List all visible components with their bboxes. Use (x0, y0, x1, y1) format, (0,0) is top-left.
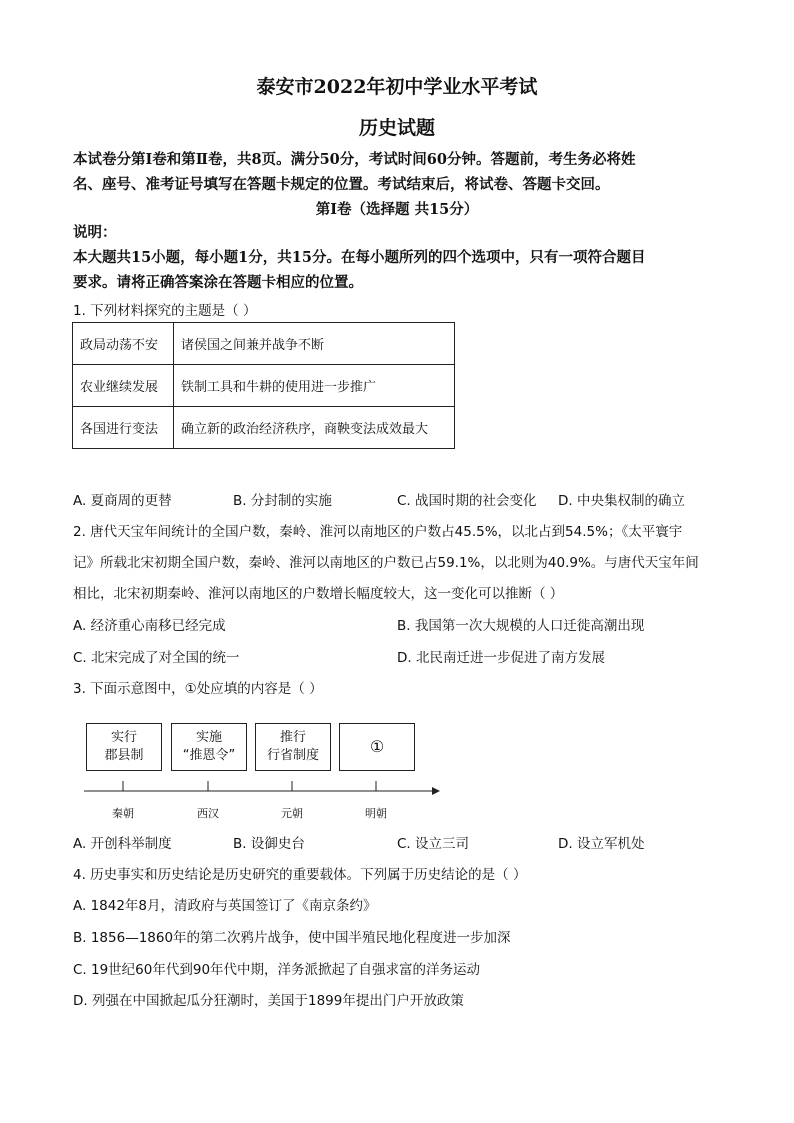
question-1-option-d[interactable]: D. 中央集权制的确立 (558, 493, 685, 509)
timeline-box-line: 实施 (195, 730, 222, 745)
question-4-option-c[interactable]: C. 19世纪60年代到90年代中期，洋务派掀起了自强求富的洋务运动 (73, 962, 481, 978)
timeline-box-line: 郡县制 (104, 748, 144, 763)
timeline-box-line: “推恩令” (182, 748, 236, 763)
note-label: 说明： (73, 224, 117, 241)
question-1-option-c[interactable]: C. 战国时期的社会变化 (397, 493, 537, 509)
timeline-era-label: 西汉 (197, 807, 219, 820)
question-2-option-b[interactable]: B. 我国第一次大规模的人口迁徙高潮出现 (397, 618, 645, 634)
timeline-era-label: 秦朝 (112, 807, 134, 820)
table-row (73, 407, 455, 449)
question-2-option-a[interactable]: A. 经济重心南移已经完成 (73, 618, 226, 634)
question-4-option-a[interactable]: A. 1842年8月，清政府与英国签订了《南京条约》 (73, 898, 377, 914)
timeline-box-line: ① (369, 737, 385, 756)
section-title: 第Ⅰ卷（选择题 共15分） (315, 201, 479, 218)
question-3-option-b[interactable]: B. 设御史台 (233, 836, 305, 852)
question-2-option-d[interactable]: D. 北民南迁进一步促进了南方发展 (397, 650, 605, 666)
question-3-option-c[interactable]: C. 设立三司 (397, 836, 470, 852)
timeline-era-label: 元朝 (281, 807, 303, 820)
timeline-box-line: 推行 (279, 730, 306, 745)
question-2-line-1: 2. 唐代天宝年间统计的全国户数，秦岭、淮河以南地区的户数占45.5%，以北占到54.5%；《太平寰宇 (73, 524, 683, 540)
question-3-stem: 3. 下面示意图中，①处应填的内容是（ ） (73, 681, 323, 697)
exam-subject-title: 历史试题 (358, 117, 435, 139)
question-4-stem: 4. 历史事实和历史结论是历史研究的重要载体。下列属于历史结论的是（ ） (73, 867, 527, 883)
question-1-stem: 1. 下列材料探究的主题是（ ） (73, 303, 257, 319)
table-cell: 各国进行变法 (73, 407, 174, 449)
question-1-option-b[interactable]: B. 分封制的实施 (233, 493, 332, 509)
question-1-material-table (72, 322, 455, 449)
table-row (73, 365, 455, 407)
timeline-box-line: 实行 (110, 730, 137, 745)
question-3-option-d[interactable]: D. 设立军机处 (558, 836, 645, 852)
table-cell: 政局动荡不安 (73, 323, 174, 365)
question-2-option-c[interactable]: C. 北宋完成了对全国的统一 (73, 650, 240, 666)
question-2-line-2: 记》所载北宋初期全国户数，秦岭、淮河以南地区的户数已占59.1%，以北则为40.9%。与唐代天宝年间 (73, 555, 699, 571)
question-1-option-a[interactable]: A. 夏商周的更替 (73, 493, 172, 509)
question-2-line-3: 相比，北宋初期秦岭、淮河以南地区的户数增长幅度较大，这一变化可以推断（ ） (73, 586, 564, 602)
question-4-option-d[interactable]: D. 列强在中国掀起瓜分狂潮时，美国于1899年提出门户开放政策 (73, 993, 464, 1009)
question-3-timeline-diagram (70, 715, 440, 825)
timeline-era-label: 明朝 (365, 807, 387, 820)
exam-title: 泰安市2022年初中学业水平考试 (256, 76, 538, 98)
intro-line-1: 本试卷分第Ⅰ卷和第Ⅱ卷，共8页。满分50分，考试时间60分钟。答题前，考生务必将姓 (73, 151, 636, 168)
note-line-2: 要求。请将正确答案涂在答题卡相应的位置。 (73, 274, 363, 291)
question-4-option-b[interactable]: B. 1856—1860年的第二次鸦片战争，使中国半殖民地化程度进一步加深 (73, 930, 511, 946)
timeline-box-line: 行省制度 (266, 748, 319, 763)
question-3-option-a[interactable]: A. 开创科举制度 (73, 836, 172, 852)
table-cell: 诸侯国之间兼并战争不断 (174, 323, 455, 365)
table-cell: 铁制工具和牛耕的使用进一步推广 (174, 365, 455, 407)
table-cell: 确立新的政治经济秩序，商鞅变法成效最大 (174, 407, 455, 449)
note-line-1: 本大题共15小题，每小题1分，共15分。在每小题所列的四个选项中，只有一项符合题目 (73, 249, 646, 266)
table-row (73, 323, 455, 365)
intro-line-2: 名、座号、准考证号填写在答题卡规定的位置。考试结束后，将试卷、答题卡交回。 (73, 176, 610, 193)
table-cell: 农业继续发展 (73, 365, 174, 407)
